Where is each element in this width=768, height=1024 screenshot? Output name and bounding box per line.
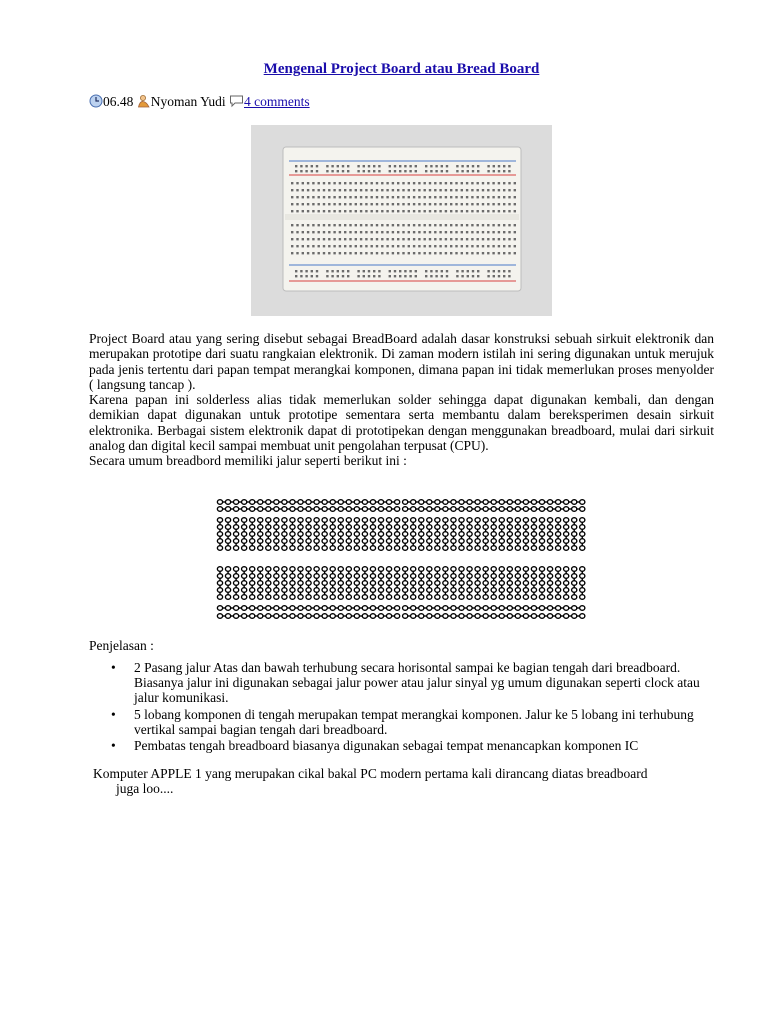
list-item: • 5 lobang komponen di tengah merupakan tempat merangkai komponen. Jalur ke 5 lobang ini terhubung vertikal sampai bagian tengah dari breadboard.: [89, 707, 714, 737]
explanation-heading: Penjelasan :: [89, 638, 154, 653]
closing-line-2: juga loo....: [116, 781, 174, 797]
intro-text: [89, 331, 714, 469]
post-meta: [89, 94, 310, 110]
breadboard-connection-diagram: [216, 496, 590, 623]
comments-link[interactable]: 4 comments: [244, 94, 310, 109]
clock-icon: [89, 94, 103, 109]
post-author: Nyoman Yudi: [150, 94, 226, 109]
paragraph-1: Project Board atau yang sering disebut sebagai BreadBoard adalah dasar konstruksi sebuah sirkuit elektronik dan merupakan prototipe dari suatu rangkaian elektronik. Di zaman modern istilah ini sering digunakan untuk merujuk pada jenis tertentu dari papan tempat merangkai komponen, dimana papan ini tidak memerlukan proses menyolder ( langsung tancap ).: [89, 331, 714, 392]
list-item: • Pembatas tengah breadboard biasanya digunakan sebagai tempat menancapkan komponen IC: [89, 738, 714, 753]
breadboard-photo: [251, 125, 552, 316]
list-item: • 2 Pasang jalur Atas dan bawah terhubung secara horisontal sampai ke bagian tengah dari breadboard. Biasanya jalur ini digunakan sebagai jalur power atau jalur sinyal yg umum digunakan seperti clock atau jalur komunikasi.: [89, 660, 714, 706]
post-time: 06.48: [103, 94, 134, 109]
paragraph-2: Karena papan ini solderless alias tidak memerlukan solder sehingga dapat digunakan kembali, dan dengan demikian dapat digunakan untuk prototipe sementara serta membantu dalam bereksperimen desain sirkuit elektronika. Berbagai sistem elektronik dapat di prototipekan dengan menggunakan breadboard, mulai dari sirkuit analog dan digital kecil sampai membuat unit pengolahan terpusat (CPU).: [89, 392, 714, 454]
explanation-list: [89, 660, 714, 753]
comment-icon: [229, 94, 244, 109]
author-icon: [137, 94, 151, 109]
paragraph-3: Secara umum breadbord memiliki jalur seperti berikut ini :: [89, 453, 407, 469]
closing-line-1: Komputer APPLE 1 yang merupakan cikal bakal PC modern pertama kali dirancang diatas breadboard: [93, 766, 648, 781]
closing-text: [93, 766, 718, 797]
post-title[interactable]: Mengenal Project Board atau Bread Board: [263, 61, 540, 77]
